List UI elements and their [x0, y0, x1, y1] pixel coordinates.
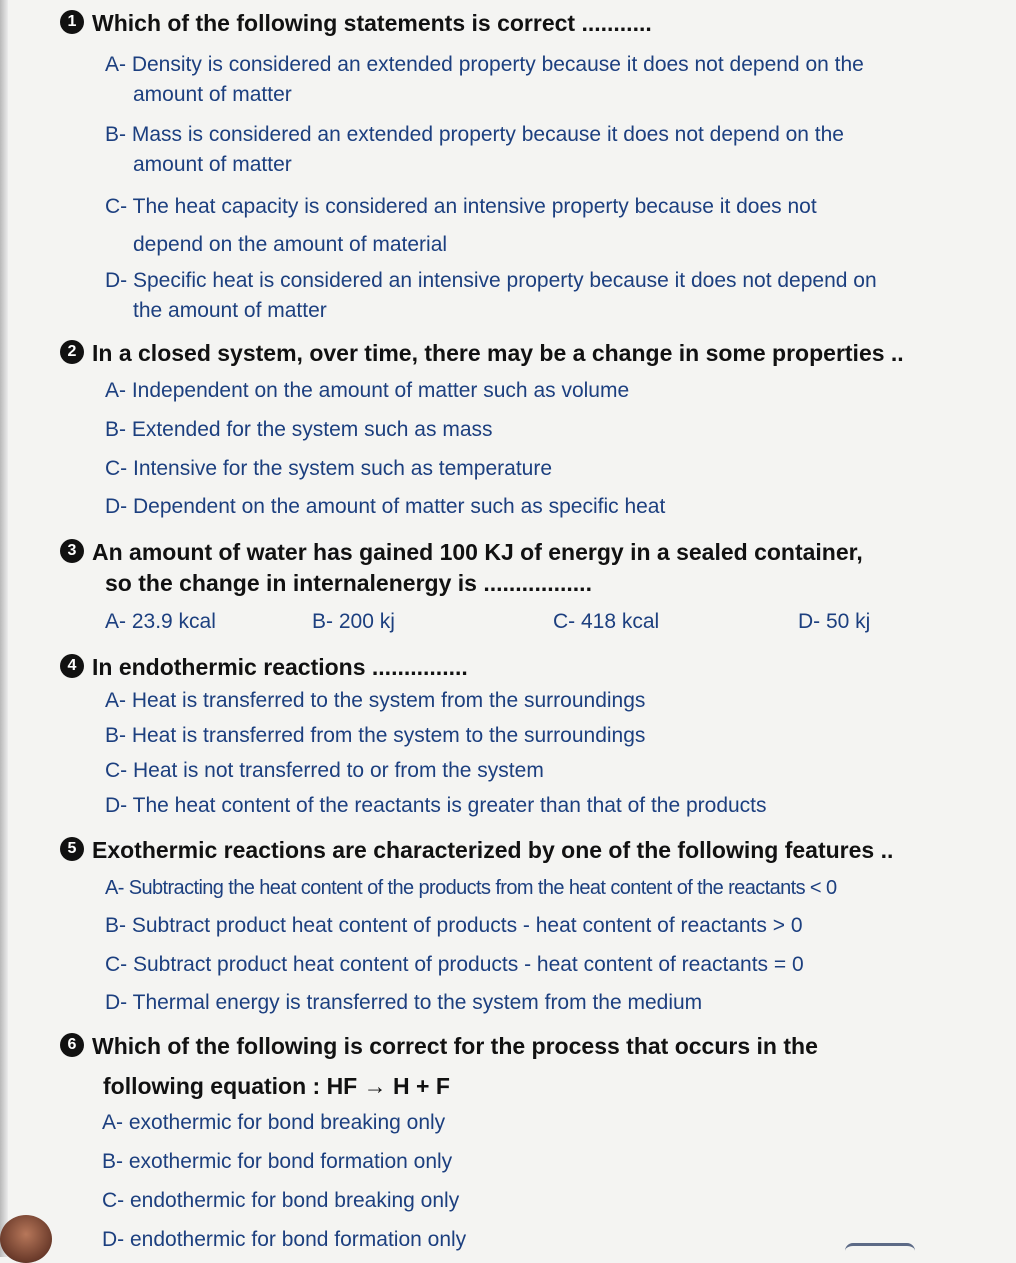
question-text: An amount of water has gained 100 KJ of energy in a sealed container, [92, 539, 863, 565]
option-c[interactable]: C- Heat is not transferred to or from the system [105, 759, 544, 782]
question-4 [60, 652, 940, 683]
question-2 [60, 338, 940, 369]
question-number-badge: 4 [60, 654, 84, 678]
option-b[interactable]: B- 200 kj [312, 610, 395, 633]
option-b[interactable]: B- Mass is considered an extended property because it does not depend on the amount of matter [105, 123, 844, 176]
question-text: In endothermic reactions ............... [92, 654, 468, 680]
option-a[interactable]: A- 23.9 kcal [105, 610, 216, 633]
question-number-badge: 1 [60, 10, 84, 34]
question-text: Which of the following statements is correct ........... [92, 10, 652, 36]
question-1 [60, 8, 940, 39]
option-c[interactable]: C- Intensive for the system such as temperature [105, 457, 553, 480]
question-text-continued: following equation : HF → H + F [103, 1073, 450, 1099]
author-avatar [0, 1215, 52, 1263]
question-6 [60, 1031, 940, 1102]
option-d[interactable]: D- 50 kj [798, 610, 871, 633]
option-a[interactable]: A- Subtracting the heat content of the products from the heat content of the reactants < 0 [105, 877, 837, 899]
option-d[interactable]: D- Specific heat is considered an intensive property because it does not depend on the amount of matter [105, 269, 877, 322]
option-b[interactable]: B- Heat is transferred from the system to the surroundings [105, 724, 646, 747]
question-number-badge: 6 [60, 1033, 84, 1057]
question-text: Exothermic reactions are characterized by one of the following features .. [92, 837, 894, 863]
option-c[interactable]: C- Subtract product heat content of products - heat content of reactants = 0 [105, 953, 804, 976]
option-c[interactable]: C- endothermic for bond breaking only [102, 1189, 460, 1212]
option-b[interactable]: B- exothermic for bond formation only [102, 1150, 453, 1173]
question-3 [60, 537, 940, 599]
option-c[interactable]: C- 418 kcal [553, 610, 660, 633]
option-d[interactable]: D- Dependent on the amount of matter such as specific heat [105, 495, 666, 518]
option-a[interactable]: A- exothermic for bond breaking only [102, 1111, 446, 1134]
question-text-continued: so the change in internalenergy is ................. [105, 570, 592, 596]
option-d[interactable]: D- endothermic for bond formation only [102, 1228, 467, 1251]
option-c[interactable]: C- The heat capacity is considered an intensive property because it does not depend on the amount of material [105, 195, 817, 256]
question-text: In a closed system, over time, there may be a change in some properties .. [92, 340, 904, 366]
question-number-badge: 2 [60, 340, 84, 364]
option-b[interactable]: B- Subtract product heat content of products - heat content of reactants > 0 [105, 914, 803, 937]
footer-logo-fragment [845, 1243, 915, 1260]
page-binding-edge [0, 0, 8, 1257]
option-a[interactable]: A- Independent on the amount of matter such as volume [105, 379, 630, 402]
question-5 [60, 835, 940, 866]
question-number-badge: 3 [60, 539, 84, 563]
option-d[interactable]: D- The heat content of the reactants is greater than that of the products [105, 794, 767, 817]
option-a[interactable]: A- Density is considered an extended property because it does not depend on the amount of matter [105, 53, 864, 106]
option-d[interactable]: D- Thermal energy is transferred to the system from the medium [105, 991, 703, 1014]
option-b[interactable]: B- Extended for the system such as mass [105, 418, 493, 441]
option-a[interactable]: A- Heat is transferred to the system from the surroundings [105, 689, 646, 712]
question-text: Which of the following is correct for the process that occurs in the [92, 1033, 818, 1059]
question-number-badge: 5 [60, 837, 84, 861]
